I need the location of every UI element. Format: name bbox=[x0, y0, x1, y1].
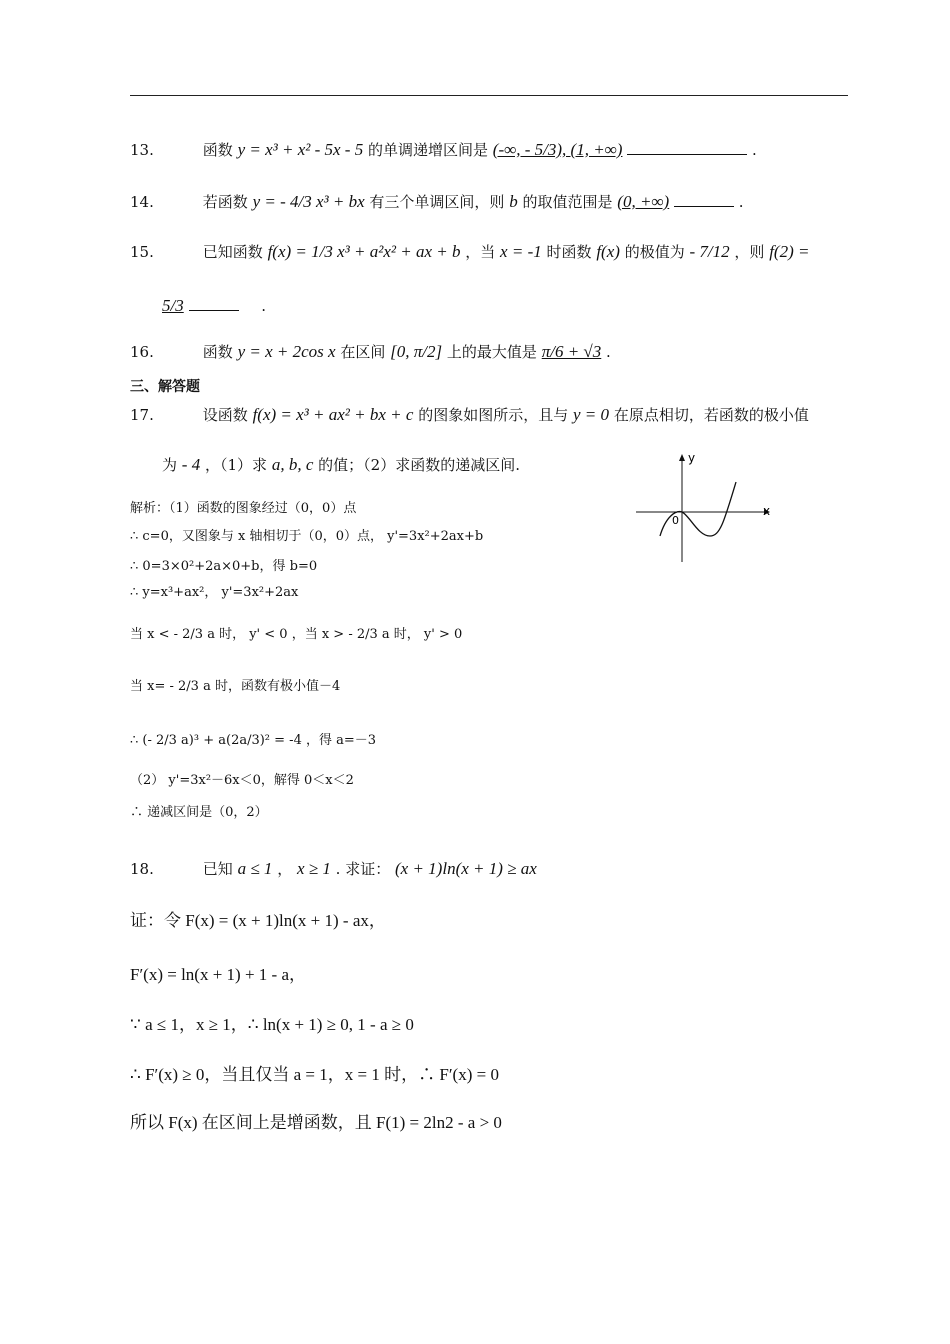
top-rule bbox=[130, 95, 848, 96]
proof-line: 证：令 F(x) = (x + 1)ln(x + 1) - ax， bbox=[130, 911, 386, 930]
proof-line: 所以 F(x) 在区间上是增函数，且 F(1) = 2ln2 - a > 0 bbox=[130, 1113, 502, 1132]
y-axis-arrow bbox=[679, 454, 685, 461]
proof-line: ∵ a ≤ 1，x ≥ 1，∴ ln(x + 1) ≥ 0, 1 - a ≥ 0 bbox=[130, 1015, 414, 1034]
section-heading: 三、解答题 bbox=[130, 379, 200, 395]
y-axis-label: y bbox=[688, 452, 696, 465]
formula: y = - 4/3 x³ + bx bbox=[252, 192, 365, 211]
solution-line: 当 x= - 2/3 a 时，函数有极小值－4 bbox=[130, 679, 341, 694]
origin-label: 0 bbox=[672, 514, 679, 527]
question-16: 16. 函数 y = x + 2cos x 在区间 [0, π/2] 上的最大值是 π/6 + √3 . bbox=[130, 342, 611, 361]
formula: y = x + 2cos x bbox=[237, 342, 336, 361]
question-15: 15. 已知函数 f(x) = 1/3 x³ + a²x² + ax + b ，当 x = -1 时函数 f(x) 的极值为 - 7/12 ，则 f(2) = bbox=[130, 242, 810, 261]
x-axis-label: x bbox=[763, 504, 771, 518]
question-17-line2: 为 - 4 ，（1）求 a, b, c 的值；（2）求函数的递减区间. bbox=[162, 455, 520, 474]
function-graph bbox=[632, 452, 782, 567]
proof-line: F′(x) = ln(x + 1) + 1 - a， bbox=[130, 965, 307, 984]
solution-line: ∴ y=x³+ax²， y'=3x²+2ax bbox=[130, 585, 299, 600]
question-15-answer-line: 5/3 . bbox=[162, 296, 267, 315]
answer: 5/3 bbox=[162, 296, 184, 315]
answer: (-∞, - 5/3), (1, +∞) bbox=[492, 140, 623, 159]
curve bbox=[660, 482, 736, 536]
question-13: 13. 函数 y = x³ + x² - 5x - 5 的单调递增区间是 (-∞, - 5/3), (1, +∞) . bbox=[130, 140, 757, 159]
claim: (x + 1)ln(x + 1) ≥ ax bbox=[395, 859, 537, 878]
formula: f(x) = x³ + ax² + bx + c bbox=[252, 405, 414, 424]
solution-line: 解析：（1）函数的图象经过（0，0）点 bbox=[130, 501, 357, 516]
solution-line: ∴ c=0，又图象与 x 轴相切于（0，0）点， y'=3x²+2ax+b bbox=[130, 529, 484, 544]
formula: y = x³ + x² - 5x - 5 bbox=[237, 140, 364, 159]
question-number: 14. bbox=[130, 193, 154, 211]
answer: π/6 + √3 bbox=[541, 342, 602, 361]
solution-line: （2） y'=3x²－6x＜0，解得 0＜x＜2 bbox=[130, 773, 354, 788]
solution-line: ∴ 递减区间是（0，2） bbox=[130, 805, 268, 820]
question-17: 17. 设函数 f(x) = x³ + ax² + bx + c 的图象如图所示，且与 y = 0 在原点相切，若函数的极小值 bbox=[130, 405, 809, 424]
question-14: 14. 若函数 y = - 4/3 x³ + bx 有三个单调区间，则 b 的取值范围是 (0, +∞) . bbox=[130, 192, 744, 211]
question-number: 17. bbox=[130, 406, 154, 424]
question-number: 16. bbox=[130, 343, 154, 361]
answer: (0, +∞) bbox=[617, 192, 670, 211]
question-number: 18. bbox=[130, 860, 154, 878]
question-number: 15. bbox=[130, 243, 154, 261]
proof-line: ∴ F′(x) ≥ 0，当且仅当 a = 1，x = 1 时，∴ F′(x) = 0 bbox=[130, 1065, 499, 1084]
solution-line: ∴ (- 2/3 a)³ + a(2a/3)² = -4 ，得 a=－3 bbox=[130, 733, 377, 748]
question-number: 13. bbox=[130, 141, 154, 159]
question-18: 18. 已知 a ≤ 1 ， x ≥ 1 . 求证： (x + 1)ln(x + 1) ≥ ax bbox=[130, 859, 537, 878]
solution-line: ∴ 0=3×0²+2a×0+b，得 b=0 bbox=[130, 559, 318, 574]
formula: f(x) = 1/3 x³ + a²x² + ax + b bbox=[267, 242, 461, 261]
solution-line: 当 x < - 2/3 a 时， y' < 0 ，当 x > - 2/3 a 时， y' > 0 bbox=[130, 627, 463, 642]
